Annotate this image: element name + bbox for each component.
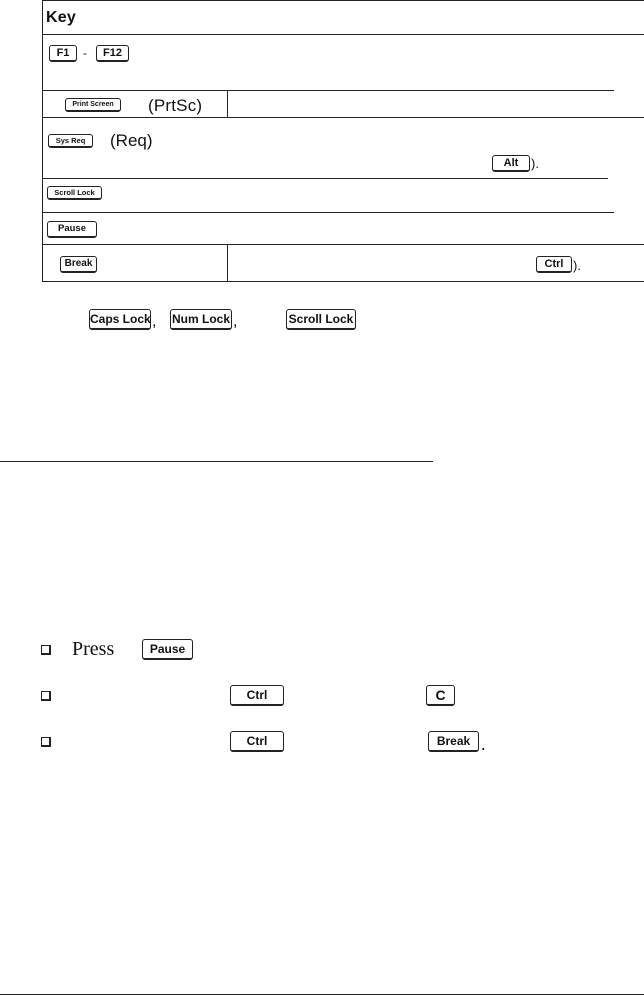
key-f1: F1	[49, 45, 77, 62]
key-break: Break	[60, 256, 97, 273]
lock-separator-1: ,	[152, 313, 157, 330]
row-rule-5	[42, 244, 644, 245]
key-pause-step: Pause	[142, 639, 193, 660]
key-print-screen: Print Screen	[65, 98, 121, 112]
key-f12: F12	[96, 45, 129, 62]
key-sys-req: Sys Req	[48, 134, 93, 148]
key-pause: Pause	[47, 221, 97, 238]
key-ctrl-step-2: Ctrl	[230, 685, 284, 706]
step-1-text: Press	[72, 638, 115, 660]
sys-req-alias: (Req)	[110, 131, 153, 150]
checkbox-bullet-icon	[41, 737, 51, 747]
key-caps-lock: Caps Lock	[89, 309, 151, 330]
table-bottom-rule	[42, 281, 644, 282]
page-bottom-rule	[0, 994, 644, 995]
step-3-period: .	[481, 734, 486, 754]
section-divider	[0, 461, 433, 462]
range-separator: -	[83, 46, 87, 60]
sys-req-suffix: ).	[531, 156, 539, 171]
row-rule-4	[42, 212, 614, 213]
table-top-rule	[42, 0, 644, 1]
key-c: C	[426, 685, 455, 706]
key-scroll-lock-2: Scroll Lock	[286, 309, 356, 330]
key-scroll-lock: Scroll Lock	[47, 186, 102, 200]
key-ctrl-step-3: Ctrl	[230, 731, 284, 752]
key-alt: Alt	[492, 155, 530, 172]
key-ctrl: Ctrl	[536, 256, 572, 273]
checkbox-bullet-icon	[41, 645, 51, 655]
row-rule-1	[42, 90, 614, 91]
key-num-lock: Num Lock	[170, 309, 232, 330]
header-rule	[42, 34, 644, 35]
break-suffix: ).	[573, 258, 581, 273]
row-rule-3	[42, 178, 608, 179]
column-divider-1	[227, 90, 228, 118]
print-screen-alias: (PrtSc)	[148, 96, 203, 115]
table-header-key: Key	[46, 9, 76, 26]
key-break-step-3: Break	[428, 731, 479, 752]
row-rule-2	[42, 117, 644, 118]
column-divider-2	[227, 244, 228, 282]
table-left-rule	[42, 0, 43, 282]
checkbox-bullet-icon	[41, 691, 51, 701]
lock-separator-2: ,	[233, 313, 238, 330]
